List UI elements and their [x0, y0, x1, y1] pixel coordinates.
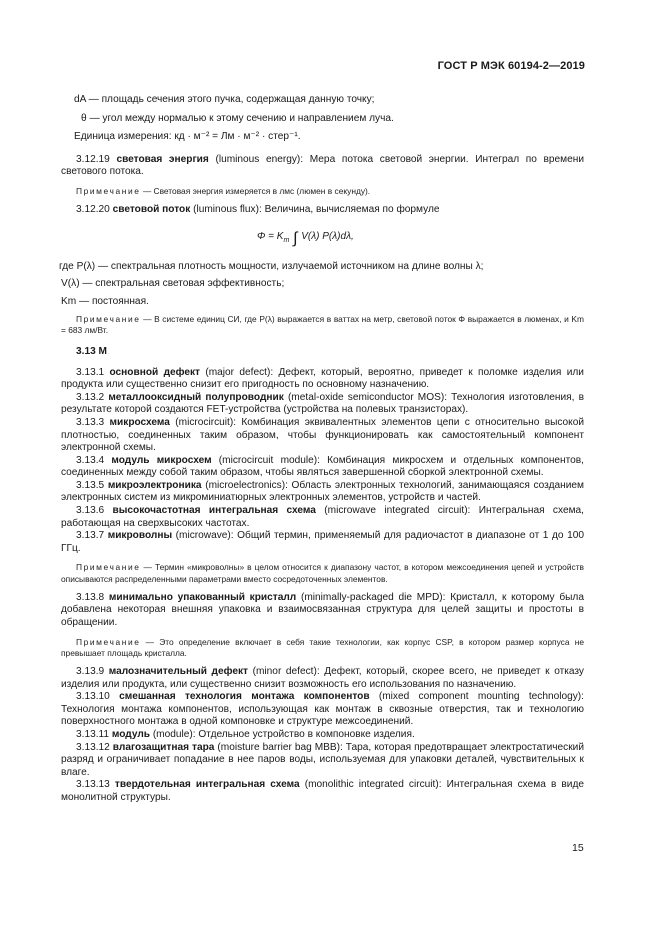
- note-label: Примечание: [76, 562, 141, 573]
- entry-number: 3.13.7: [76, 530, 105, 542]
- entry-definition: (minor defect): Дефект, который, скорее всего, не приведет к отказу изделия или продукта, или существенно снизит возможность его использования по назначению.: [61, 666, 584, 690]
- page-body: [61, 94, 584, 805]
- entry-definition: (microelectronics): Область электронных технологий, занимающаяся созданием электронных систем из микроминиатюрных электронных элементов, устройств и частей.: [61, 479, 584, 504]
- entry-3-13-1: [61, 367, 584, 392]
- entry-term: модуль: [111, 729, 150, 741]
- entry-number: 3.13.11: [76, 729, 110, 741]
- entry-number: 3.13.10: [76, 691, 110, 703]
- entry-3-13-5: [61, 480, 584, 505]
- entry-3-13-4: [61, 455, 584, 480]
- entry-number: 3.12.20: [76, 204, 110, 216]
- note-si-units: [61, 314, 584, 336]
- entry-definition: (microwave): Общий термин, применяемый для радиочастот в диапазоне от 1 до 100 ГГц.: [61, 530, 584, 554]
- entry-3-13-13: [61, 779, 584, 804]
- entry-3-13-6: [61, 505, 584, 530]
- entry-term: основной дефект: [109, 366, 201, 378]
- entry-3-12-20: [61, 204, 584, 217]
- where-v-lambda: V(λ) — спектральная световая эффективность;: [61, 278, 285, 290]
- entry-number: 3.13.6: [76, 505, 105, 517]
- entry-term: минимально упакованный кристалл: [108, 591, 297, 603]
- entry-3-12-19: [61, 154, 584, 179]
- entry-definition: (module): Отдельное устройство в компоновке изделия.: [152, 729, 415, 741]
- formula-right: V(λ) P(λ)dλ,: [301, 230, 354, 242]
- entry-3-13-2: [61, 392, 584, 417]
- entry-3-13-12: [61, 742, 584, 780]
- entry-number: 3.13.2: [76, 391, 105, 403]
- entry-3-13-11: [61, 729, 584, 742]
- note-microwave: [61, 562, 584, 584]
- note-text: — Световая энергия измеряется в лмс (люмен в секунду).: [142, 185, 371, 196]
- note-label: Примечание: [76, 185, 141, 196]
- entry-3-13-7: [61, 530, 584, 555]
- entry-term: световая энергия: [116, 153, 209, 165]
- entries-list-2: [61, 666, 584, 805]
- entry-definition: (microcircuit module): Комбинация микросхем и отдельных компонентов, соединенных между собой таким образом, чтобы являться завершенной сборкой электронной схемы.: [61, 454, 584, 479]
- entry-term: высокочастотная интегральная схема: [112, 505, 316, 517]
- units-line: Единица измерения: кд · м⁻² = Лм · м⁻² · стер⁻¹.: [74, 131, 301, 143]
- note-text: — Термин «микроволны» в целом относится к диапазону частот, в котором межсоединения цепей и устройств описываются распределенными параметрами вместо сосредоточенных элементов.: [61, 562, 584, 584]
- where-km: Km — постоянная.: [61, 295, 149, 307]
- entry-number: 3.13.8: [76, 591, 105, 603]
- entry-definition: (moisture barrier bag MBB): Тара, которая предотвращает электростатический разряд и ограничивает попадание в нее паров воды, используемая для упаковки деталей, чувствительных к влаге.: [61, 741, 584, 778]
- entry-definition: (mixed component mounting technology): Технология монтажа компонентов, использующая как монтаж в сквозные отверстия, так и технологию поверхностного монтажа в одной компоновке и структуре межсоединений.: [61, 691, 584, 728]
- note-label: Примечание: [76, 313, 141, 324]
- entry-definition: (microcircuit): Комбинация эквивалентных элементов цепи с относительно высокой плотностью, соединенных таким образом, чтобы функционировать как самостоятельный компонент электронной схемы.: [61, 416, 584, 454]
- entry-term: световой поток: [112, 204, 191, 216]
- definition-da: dA — площадь сечения этого пучка, содержащая данную точку;: [74, 94, 375, 105]
- note-luminous-energy: [61, 186, 584, 197]
- entry-term: модуль микросхем: [111, 454, 212, 466]
- entry-definition: (luminous energy): Мера потока световой энергии. Интеграл по времени светового потока.: [61, 153, 584, 178]
- note-csp: [61, 637, 584, 659]
- entry-term: влагозащитная тара: [112, 741, 215, 753]
- luminous-flux-formula: [61, 225, 584, 251]
- entry-number: 3.12.19: [76, 153, 110, 165]
- where-p-lambda: где P(λ) — спектральная плотность мощности, излучаемой источником на длине волны λ;: [59, 260, 484, 272]
- entry-number: 3.13.5: [76, 479, 105, 491]
- entries-list-1: [61, 367, 584, 556]
- entry-3-13-8: [61, 592, 584, 630]
- integral-sign-icon: ∫: [293, 229, 298, 247]
- entry-number: 3.13.9: [76, 666, 105, 678]
- entry-number: 3.13.1: [76, 366, 105, 378]
- formula-left: Φ = K: [257, 230, 284, 242]
- note-text: — В системе единиц СИ, где P(λ) выражается в ваттах на метр, световой поток Φ выражается в люменах, и Km = 683 лм/Вт.: [61, 313, 584, 335]
- entry-definition: (monolithic integrated circuit): Интегральная схема в виде монолитной структуры.: [61, 779, 584, 803]
- entry-term: металлооксидный полупроводник: [108, 391, 284, 403]
- entry-definition: (metal-oxide semiconductor MOS): Технология изготовления, в результате которой создаются FET-устройства (устройства на полевых транзисторах).: [61, 391, 584, 416]
- definition-theta: θ — угол между нормалью к этому сечению и направлением луча.: [81, 112, 394, 124]
- formula-subscript: m: [283, 236, 290, 244]
- entry-term: микроволны: [107, 530, 173, 542]
- entry-number: 3.13.12: [76, 741, 110, 753]
- note-text: — Это определение включает в себя такие технологии, как корпус CSP, в котором размер корпуса не превышает площадь кристалла.: [61, 636, 584, 658]
- entry-number: 3.13.13: [76, 779, 110, 791]
- entry-term: микросхема: [109, 416, 170, 428]
- page-number: 15: [572, 842, 584, 854]
- entry-definition: (major defect): Дефект, который, вероятно, приведет к поломке изделия или продукта или существенно снизит его пригодность по основному назначению.: [61, 366, 584, 391]
- entry-term: смешанная технология монтажа компонентов: [119, 691, 370, 703]
- entry-term: твердотельная интегральная схема: [114, 779, 300, 791]
- entry-number: 3.13.3: [76, 416, 105, 428]
- entry-definition: (minimally-packaged die MPD): Кристалл, к которому была добавлена некоторая внешняя упаковка и взаимосвязанная структура для целей защиты и простоты в обращении.: [61, 591, 584, 629]
- entry-3-13-10: [61, 691, 584, 729]
- entry-definition: (luminous flux): Величина, вычисляемая по формуле: [193, 204, 440, 216]
- entry-term: малозначительный дефект: [108, 666, 249, 678]
- entry-definition: (microwave integrated circuit): Интегральная схема, работающая на сверхвысоких частотах.: [61, 505, 584, 529]
- entry-3-13-3: [61, 417, 584, 455]
- entry-3-13-9: [61, 666, 584, 691]
- section-heading-3-13: 3.13 М: [76, 345, 107, 357]
- document-id-header: ГОСТ Р МЭК 60194-2—2019: [437, 60, 585, 72]
- entry-term: микроэлектроника: [107, 479, 202, 491]
- entry-number: 3.13.4: [76, 454, 105, 466]
- note-label: Примечание: [76, 636, 141, 647]
